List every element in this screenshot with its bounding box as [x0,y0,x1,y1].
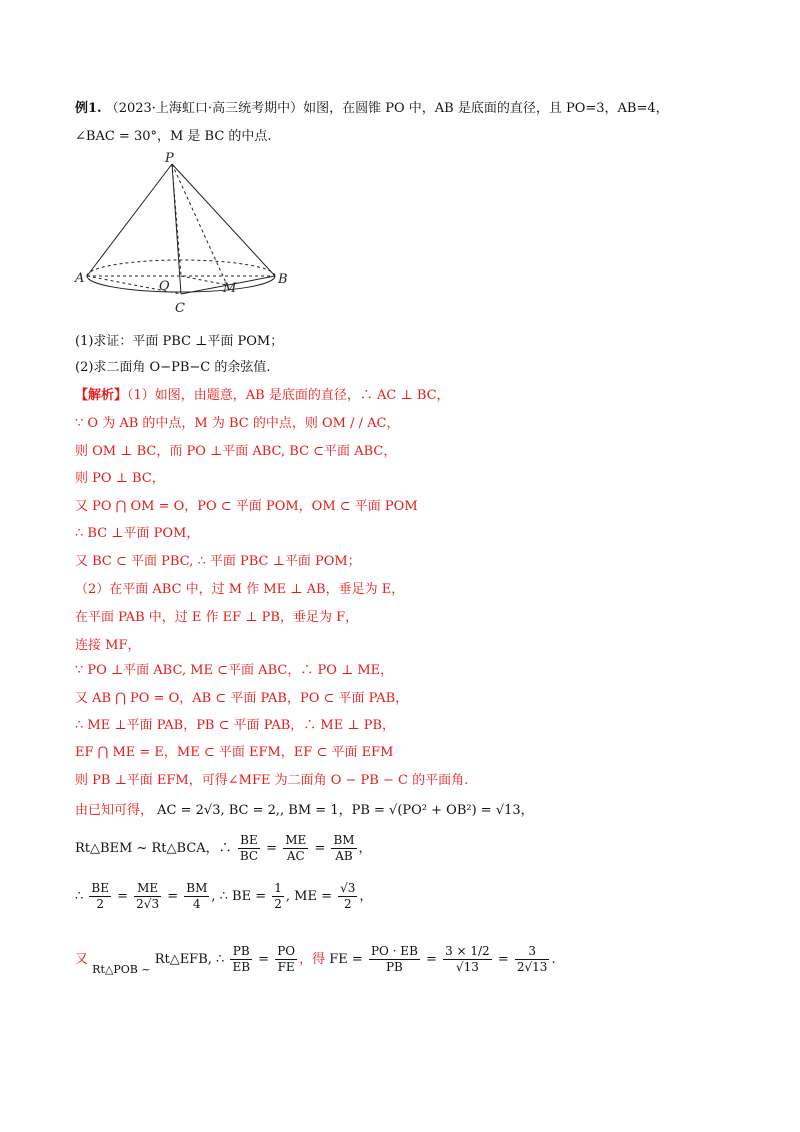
frac-po-fe: $\frac{PO}{FE}$ [277,944,296,974]
solution-line-10: 连接 MF， [75,638,141,653]
example-label: 例1. [75,101,102,116]
similarity-1: Rt△BEM ~ Rt△BCA，∴ $\frac{BE}{BC}$ = $\frac{ME}{AC}$ = $\frac{BM}{AB}$ ， [75,833,372,863]
label-A: A [75,271,85,286]
label-O: O [159,279,170,294]
known-prefix: 由已知可得， [75,803,154,818]
edge-PA [87,164,172,276]
example-line-1 [75,100,669,118]
solution-text-1: （1）如图，由题意，AB 是底面的直径，∴ AC ⊥ BC， [127,388,450,403]
solution-line-4: 则 PO ⊥ BC， [75,471,165,486]
example-source: （2023·上海虹口·高三统考期中） [105,101,304,116]
solution-line-7: 又 BC ⊂ 平面 PBC, ∴ 平面 PBC ⊥平面 POM； [75,554,361,569]
frac-bm-4: $\frac{BM}{4}$ [186,881,208,911]
frac-me-ac: $\frac{ME}{AC}$ [285,833,307,863]
solution-line-13: ∴ ME ⊥平面 PAB，PB ⊂ 平面 PAB，∴ ME ⊥ PB， [75,718,395,733]
solution-tag: 【解析】 [75,388,128,403]
solution-line-8: （2）在平面 ABC 中，过 M 作 ME ⊥ AB，垂足为 E， [75,582,405,597]
solution-line-12: 又 AB ⋂ PO = O，AB ⊂ 平面 PAB，PO ⊂ 平面 PAB， [75,691,409,706]
question-1: (1)求证：平面 PBC ⊥平面 POM； [75,334,284,349]
solution-line-5: 又 PO ⋂ OM = O，PO ⊂ 平面 POM，OM ⊂ 平面 POM [75,499,418,514]
solution-line-15: 则 PB ⊥平面 EFM，可得∠MFE 为二面角 O − PB − C 的平面角. [75,773,469,788]
frac-pb-eb: $\frac{PB}{EB}$ [232,944,251,974]
solution-line-6: ∴ BC ⊥平面 POM， [75,526,200,541]
example-text-2: ∠BAC = 30°，M 是 BC 的中点. [75,129,272,144]
solution-line-16 [75,802,534,820]
frac-3half-sqrt13: $\frac{3 \times 1/2}{√13}$ [445,944,490,974]
also-word: 又 [75,952,89,967]
rt-pob: Rt△POB ~ [92,963,151,976]
example-text-1: 如图，在圆锥 PO 中，AB 是底面的直径，且 PO=3，AB=4， [303,101,669,116]
question-2: (2)求二面角 O−PB−C 的余弦值. [75,360,271,375]
solution-line-9: 在平面 PAB 中，过 E 作 EF ⊥ PB，垂足为 F， [75,610,359,625]
rt-efb: Rt△EFB, ∴ [154,952,225,967]
frac-3-2sqrt13: $\frac{3}{2√13}$ [516,944,548,974]
frac-me-2sqrt3: $\frac{ME}{2√3}$ [136,881,160,911]
label-M: M [223,281,237,296]
known-values: AC = 2√3, BC = 2,, BM = 1，PB = √(PO² + OB²) = √13， [157,803,534,818]
frac-sqrt3-2: $\frac{√3}{2}$ [340,881,356,911]
solution-line-11: ∵ PO ⊥平面 ABC, ME ⊂平面 ABC，∴ PO ⊥ ME， [75,663,394,678]
label-B: B [278,272,288,287]
frac-be-2: $\frac{BE}{2}$ [91,881,109,911]
frac-po-eb-pb: $\frac{PO \cdot EB}{PB}$ [370,944,418,974]
solution-line-3: 则 OM ⊥ BC，而 PO ⊥平面 ABC, BC ⊂平面 ABC， [75,444,397,459]
solution-line-14: EF ⋂ ME = E，ME ⊂ 平面 EFM，EF ⊂ 平面 EFM [75,745,394,760]
label-C: C [175,301,185,316]
similarity-2: ∴ $\frac{BE}{2}$ = $\frac{ME}{2√3}$ = $\frac{BM}{4}$ , ∴ BE = $\frac{1}{2}$ , ME = $\frac{√3}{2}$ ， [75,881,373,911]
therefore-sign: ∴ [75,889,84,904]
example-line-2 [75,128,272,146]
solution-line-1 [75,387,450,405]
similarity-1-left: Rt△BEM ~ Rt△BCA，∴ [75,841,232,856]
cone-figure [75,151,288,317]
label-P: P [165,151,174,166]
solution-line-2: ∵ O 为 AB 的中点，M 为 BC 的中点，则 OM / / AC， [75,416,400,431]
frac-bm-ab: $\frac{BM}{AB}$ [333,833,355,863]
frac-be-bc: $\frac{BE}{BC}$ [239,833,259,863]
segment-OM [181,276,227,285]
edge-PB [172,164,275,276]
frac-1-2: $\frac{1}{2}$ [274,881,282,911]
similarity-3: 又 $_{Rt\triangle POB \sim}$ Rt△EFB, ∴ $\frac{PB}{EB}$ = $\frac{PO}{FE}$ ，得 FE = $\frac{PO \cdot EB}{PB}$ = $\frac{3 \times 1/2}{√13}$ = $\frac{3}{2√13}$ . [75,944,556,976]
